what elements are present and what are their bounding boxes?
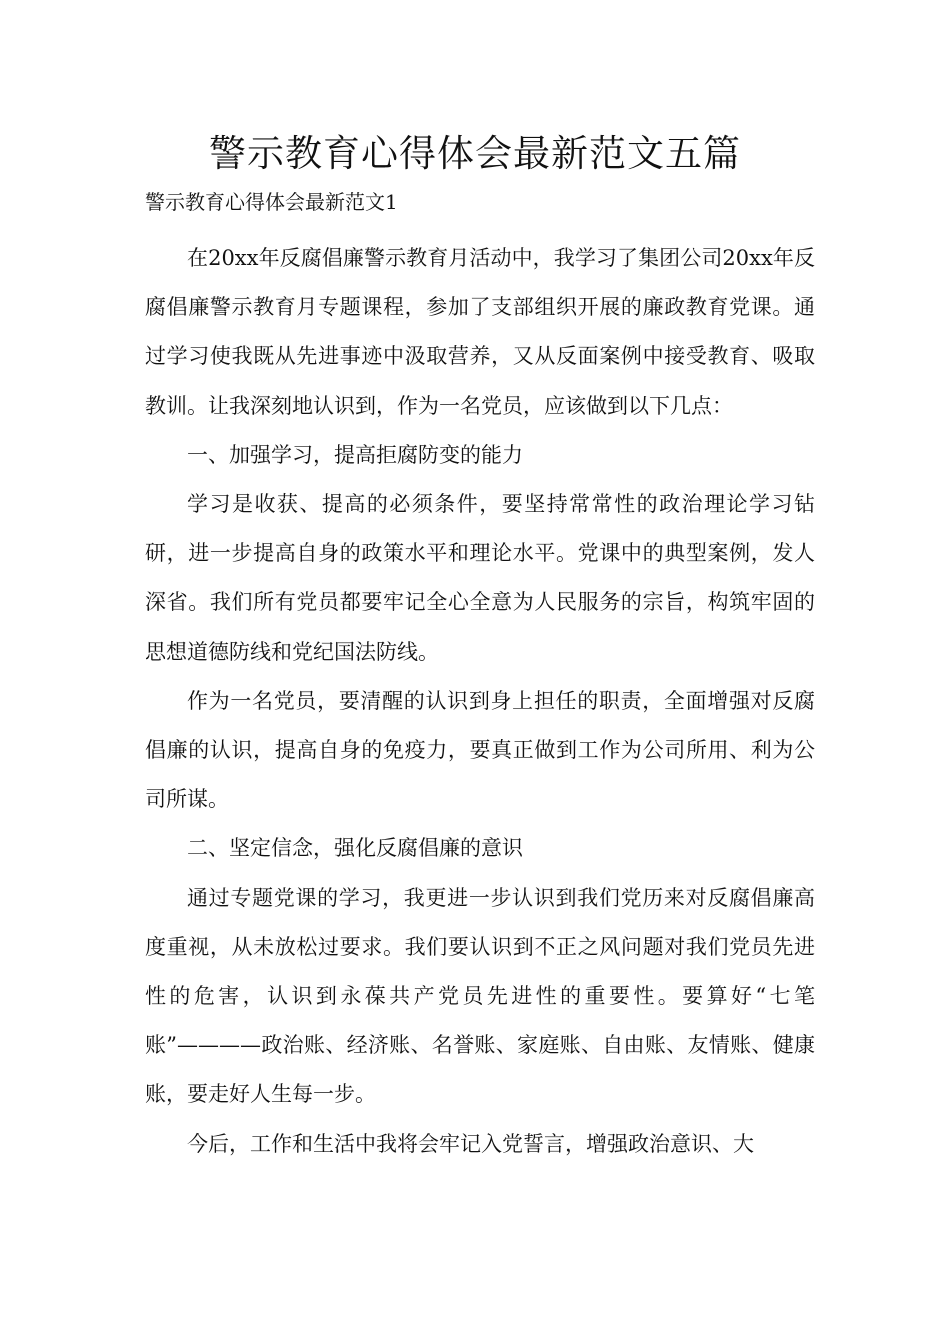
- document-subtitle: 警示教育心得体会最新范文1: [145, 190, 398, 214]
- paragraph-future: 今后，工作和生活中我将会牢记入党誓言，增强政治意识、大: [187, 1131, 754, 1156]
- document-body: [145, 234, 815, 1169]
- paragraph-responsibility: 作为一名党员，要清醒的认识到身上担任的职责，全面增强对反腐倡廉的认识，提高自身的免疫力，要真正做到工作为公司所用、利为公司所谋。: [145, 688, 815, 812]
- document-title: 警示教育心得体会最新范文五篇: [209, 132, 741, 175]
- section-heading-1: 一、加强学习，提高拒腐防变的能力: [187, 442, 523, 467]
- paragraph-intro: 在20xx年反腐倡廉警示教育月活动中，我学习了集团公司20xx年反腐倡廉警示教育月专题课程，参加了支部组织开展的廉政教育党课。通过学习使我既从先进事迹中汲取营养，又从反面案例中接受教育、吸取教训。让我深刻地认识到，作为一名党员，应该做到以下几点：: [145, 246, 815, 418]
- section-heading-2: 二、坚定信念，强化反腐倡廉的意识: [187, 836, 523, 861]
- paragraph-study: 学习是收获、提高的必须条件，要坚持常常性的政治理论学习钻研，进一步提高自身的政策水平和理论水平。党课中的典型案例，发人深省。我们所有党员都要牢记全心全意为人民服务的宗旨，构筑牢固的思想道德防线和党纪国法防线。: [145, 492, 815, 664]
- paragraph-belief: 通过专题党课的学习，我更进一步认识到我们党历来对反腐倡廉高度重视，从未放松过要求。我们要认识到不正之风问题对我们党员先进性的危害，认识到永葆共产党员先进性的重要性。要算好“七笔账”————政治账、经济账、名誉账、家庭账、自由账、友情账、健康账，要走好人生每一步。: [145, 885, 815, 1107]
